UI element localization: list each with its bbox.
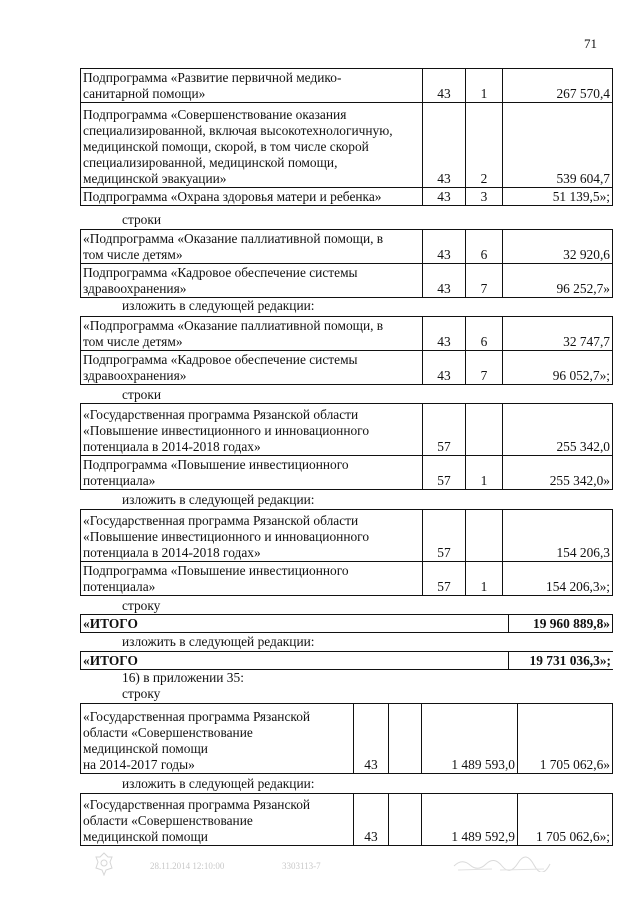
page-number: 71: [584, 36, 597, 51]
row-title-line: Подпрограмма «Повышение инвестиционного: [83, 457, 349, 472]
row-amount: 154 206,3: [503, 510, 613, 562]
row-value-1: 1 489 593,0: [422, 704, 518, 774]
table-itogo-old: [80, 614, 613, 633]
row-title-line: медицинской помощи, скорой, в том числе скорой: [83, 139, 369, 154]
table-row: [81, 230, 613, 264]
row-value-2: 1 705 062,6»;: [518, 794, 613, 846]
row-empty: [389, 704, 422, 774]
row-amount: 267 570,4: [503, 69, 613, 103]
row-title-line: потенциала в 2014-2018 годах»: [83, 545, 261, 560]
row-sub: 3: [466, 188, 503, 206]
row-sub: 7: [466, 264, 503, 298]
table-itogo-new: [80, 651, 613, 670]
row-amount: 32 920,6: [503, 230, 613, 264]
row-title-line: «Повышение инвестиционного и инновационного: [83, 529, 370, 544]
table-row: [81, 317, 613, 351]
row-sub: 7: [466, 351, 503, 385]
row-title-line: Подпрограмма «Кадровое обеспечение системы: [83, 352, 358, 367]
row-code: 57: [423, 456, 466, 490]
table-row: [81, 404, 613, 456]
row-title-line: «Подпрограмма «Оказание паллиативной помощи, в: [83, 231, 384, 246]
label-redakcii: изложить в следующей редакции:: [122, 776, 315, 791]
label-appendix: 16) в приложении 35:: [122, 670, 244, 685]
row-title-line: Подпрограмма «Развитие первичной медико-: [83, 70, 342, 85]
row-title-line: здравоохранения»: [83, 281, 187, 296]
row-title-line: медицинской помощи: [83, 829, 208, 844]
footer-doc-number: 3303113-7: [282, 861, 321, 871]
row-title-line: потенциала»: [83, 579, 156, 594]
label-redakcii: изложить в следующей редакции:: [122, 492, 315, 507]
row-amount: 255 342,0»: [503, 456, 613, 490]
row-sub: [466, 510, 503, 562]
row-title-line: на 2014-2017 годы»: [83, 757, 195, 772]
row-sub: 1: [466, 456, 503, 490]
row-title-line: «Государственная программа Рязанской: [83, 797, 311, 812]
row-title-line: области «Совершенствование: [83, 813, 253, 828]
row-sub: 2: [466, 103, 503, 188]
row-title-line: медицинской помощи: [83, 741, 208, 756]
label-stroki: строки: [122, 212, 162, 227]
table-row: [81, 615, 613, 633]
row-title-line: области «Совершенствование: [83, 725, 253, 740]
row-title-line: «Государственная программа Рязанской области: [83, 407, 359, 422]
row-code: 43: [354, 704, 389, 774]
row-code: 43: [423, 264, 466, 298]
table-row: [81, 704, 613, 774]
row-sub: 1: [466, 562, 503, 596]
row-title-line: Подпрограмма «Охрана здоровья матери и ребенка»: [83, 189, 382, 204]
table-program-57-old: [80, 403, 613, 490]
row-title-line: «Государственная программа Рязанской: [83, 709, 311, 724]
row-code: 57: [423, 562, 466, 596]
row-amount: 154 206,3»;: [503, 562, 613, 596]
table-subprograms-1: [80, 68, 613, 206]
row-title-line: «Подпрограмма «Оказание паллиативной помощи, в: [83, 318, 384, 333]
itogo-label: «ИТОГО: [81, 652, 509, 670]
row-code: 43: [354, 794, 389, 846]
row-title-line: «Повышение инвестиционного и инновационного: [83, 423, 370, 438]
table-row: [81, 510, 613, 562]
table-row: [81, 794, 613, 846]
table-row: [81, 562, 613, 596]
row-amount: 96 252,7»: [503, 264, 613, 298]
row-code: 43: [423, 103, 466, 188]
table-row: [81, 188, 613, 206]
label-redakcii: изложить в следующей редакции:: [122, 298, 315, 313]
row-amount: 96 052,7»;: [503, 351, 613, 385]
label-redakcii: изложить в следующей редакции:: [122, 634, 315, 649]
row-title-line: том числе детям»: [83, 334, 183, 349]
row-code: 57: [423, 404, 466, 456]
label-stroki: строки: [122, 387, 162, 402]
row-title-line: специализированной, включая высокотехнологичную,: [83, 123, 393, 138]
footer-date: 28.11.2014 12:10:00: [150, 861, 225, 871]
row-code: 43: [423, 230, 466, 264]
row-title-line: потенциала в 2014-2018 годах»: [83, 439, 261, 454]
row-title-line: потенциала»: [83, 473, 156, 488]
row-amount: 51 139,5»;: [503, 188, 613, 206]
table-row: [81, 264, 613, 298]
signature-scribble-icon: [452, 856, 552, 872]
row-sub: [466, 404, 503, 456]
itogo-label: «ИТОГО: [81, 615, 509, 633]
table-program-57-new: [80, 509, 613, 596]
row-title-line: «Государственная программа Рязанской области: [83, 513, 359, 528]
table-appendix35-new: [80, 793, 613, 846]
seal-emblem-icon: [94, 852, 114, 876]
row-empty: [389, 794, 422, 846]
row-title-line: специализированной, медицинской помощи,: [83, 155, 338, 170]
table-row: [81, 69, 613, 103]
label-stroku: строку: [122, 598, 161, 613]
row-title-line: здравоохранения»: [83, 368, 187, 383]
row-title-line: Подпрограмма «Совершенствование оказания: [83, 107, 347, 122]
table-row: [81, 103, 613, 188]
row-title-line: медицинской эвакуации»: [83, 171, 227, 186]
row-sub: 6: [466, 317, 503, 351]
row-sub: 6: [466, 230, 503, 264]
row-code: 43: [423, 351, 466, 385]
table-subprograms-2: [80, 229, 613, 298]
row-amount: 539 604,7: [503, 103, 613, 188]
table-subprograms-3: [80, 316, 613, 385]
table-row: [81, 652, 614, 670]
row-title-line: Подпрограмма «Кадровое обеспечение системы: [83, 265, 358, 280]
row-amount: 32 747,7: [503, 317, 613, 351]
row-code: 43: [423, 69, 466, 103]
row-title-line: санитарной помощи»: [83, 86, 206, 101]
table-appendix35-old: [80, 703, 613, 774]
label-stroku: строку: [122, 686, 161, 701]
row-value-1: 1 489 592,9: [422, 794, 518, 846]
row-code: 57: [423, 510, 466, 562]
row-title-line: том числе детям»: [83, 247, 183, 262]
itogo-amount: 19 960 889,8»: [509, 615, 613, 633]
table-row: [81, 351, 613, 385]
itogo-amount: 19 731 036,3»;: [509, 652, 614, 670]
table-row: [81, 456, 613, 490]
row-title-line: Подпрограмма «Повышение инвестиционного: [83, 563, 349, 578]
row-code: 43: [423, 317, 466, 351]
row-amount: 255 342,0: [503, 404, 613, 456]
row-sub: 1: [466, 69, 503, 103]
row-value-2: 1 705 062,6»: [518, 704, 613, 774]
row-code: 43: [423, 188, 466, 206]
